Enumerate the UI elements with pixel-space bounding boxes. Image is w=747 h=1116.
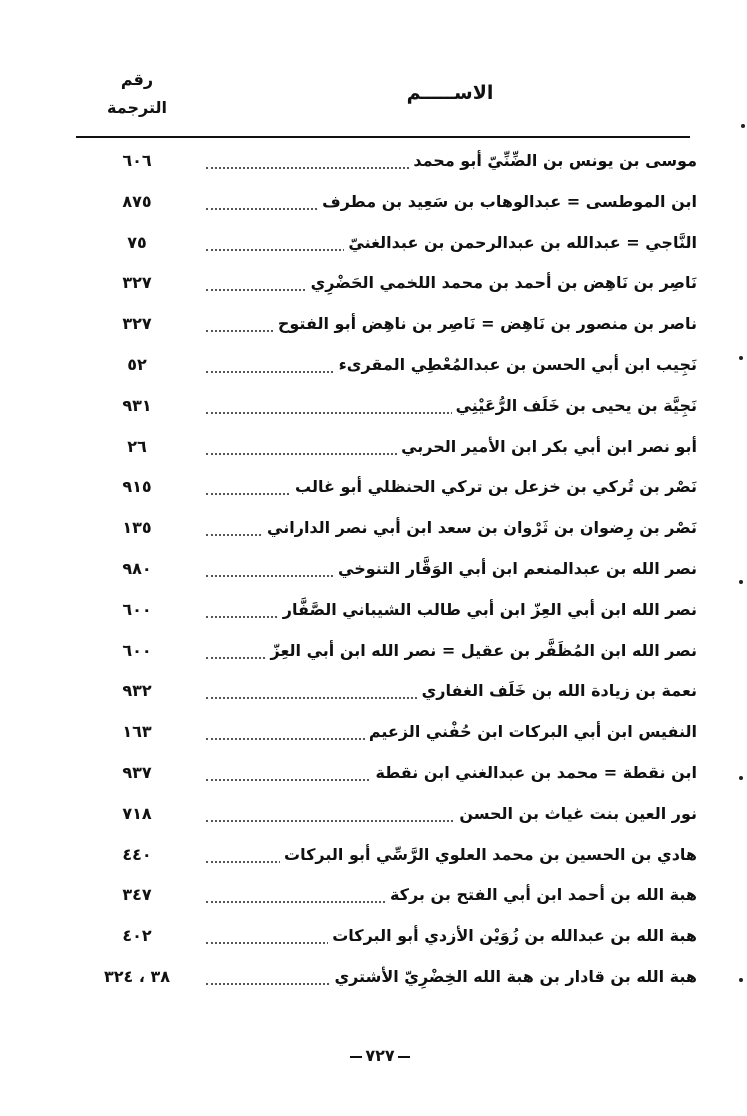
index-entry [0, 143, 747, 183]
index-entry [0, 714, 747, 754]
page-number: ٧٢٧ [365, 1046, 395, 1065]
entry-name: نصر الله ابن المُظَفَّر بن عقيل = نصر الله ابن أبي العِزّ [267, 641, 697, 660]
entry-number: ٣٤٧ [122, 885, 152, 905]
margin-mark [739, 356, 743, 360]
margin-mark [739, 978, 743, 982]
margin-mark [741, 124, 745, 128]
entry-number: ٤٠٢ [122, 926, 152, 946]
entry-name: نَجِيَّة بن يحيى بن خَلَف الرُّعَيْنِي [452, 396, 697, 415]
entry-name: هبة الله بن عبدالله بن زُوَيْن الأزدي أبو البركات [328, 926, 697, 945]
entry-name: ناصر بن منصور بن نَاهِض = نَاصِر بن ناهِض أبو الفتوح [274, 314, 697, 333]
index-entry [0, 469, 747, 509]
entry-name: هبة الله بن قادار بن هبة الله الخِضْرِيّ الأشتري [330, 967, 697, 986]
index-entry [0, 306, 747, 346]
entry-number: ١٦٣ [122, 722, 152, 742]
entry-number: ٦٠٠ [122, 599, 152, 619]
entry-name: أبو نصر ابن أبي بكر ابن الأمير الحربي [397, 437, 697, 456]
entry-number: ٤٤٠ [122, 844, 152, 864]
entry-number: ٥٢ [127, 355, 147, 374]
index-entry [0, 918, 747, 958]
entry-number: ١٣٥ [122, 518, 152, 538]
entry-number: ٩٨٠ [122, 559, 152, 578]
footer-dash-left [398, 1056, 410, 1058]
entry-number: ٩١٥ [122, 477, 152, 497]
entry-number: ٧٥ [127, 232, 147, 252]
name-column-label: الاســـــم [406, 82, 494, 104]
number-column-header [82, 66, 192, 122]
page-footer [300, 1046, 460, 1065]
index-entry [0, 673, 747, 713]
index-entry [0, 551, 747, 591]
entry-number: ٣٢٧ [122, 314, 152, 334]
entry-name: النَّاجي = عبدالله بن عبدالرحمن بن عبدالغنيّ [344, 233, 697, 252]
entry-name: هادي بن الحسين بن محمد العلوي الرَّسِّي أبو البركات [280, 845, 697, 864]
entry-number: ٩٣١ [122, 395, 152, 415]
entry-name: نَجِيب ابن أبي الحسن بن عبدالمُعْطِي المقرىء [335, 355, 697, 374]
index-entry [0, 510, 747, 550]
name-column-header [330, 82, 570, 104]
entry-number: ٦٠٦ [122, 151, 152, 170]
margin-mark [739, 580, 743, 584]
index-entry [0, 755, 747, 795]
index-entry [0, 959, 747, 999]
number-header-line2: الترجمة [107, 98, 167, 117]
index-entry [0, 633, 747, 673]
entry-name: نصر الله بن عبدالمنعم ابن أبي الوَقَّار التنوخي [334, 559, 697, 578]
entry-name: نَاصِر بن نَاهِض بن أحمد بن محمد اللخمي الحَضْرِي [307, 273, 697, 292]
index-entry [0, 592, 747, 632]
entry-name: ابن الموطسى = عبدالوهاب بن سَعِيد بن مطرف [318, 192, 697, 211]
number-header-line1: رقم [120, 70, 154, 89]
index-entry [0, 265, 747, 305]
entry-name: هبة الله بن أحمد ابن أبي الفتح بن بركة [386, 885, 697, 904]
entry-number: ٧١٨ [122, 803, 152, 823]
entry-number: ٩٣٢ [122, 681, 152, 701]
index-entry [0, 796, 747, 836]
entry-number: ٨٧٥ [122, 191, 152, 211]
index-entry [0, 184, 747, 224]
entry-name: نصر الله ابن أبي العِزّ ابن أبي طالب الشيباني الصَّفَّار [279, 600, 697, 619]
entry-number: ٣٨ ، ٣٢٤ [103, 967, 171, 986]
entry-number: ٩٣٧ [122, 763, 152, 782]
index-entry [0, 877, 747, 917]
index-entry [0, 388, 747, 428]
index-entry [0, 429, 747, 469]
entry-number: ٣٢٧ [122, 273, 152, 293]
entry-name: نعمة بن زيادة الله بن خَلَف الغفاري [418, 681, 697, 700]
entry-name: ابن نقطة = محمد بن عبدالغني ابن نقطة [371, 763, 697, 782]
footer-dash-right [350, 1056, 362, 1058]
index-entry [0, 347, 747, 387]
entry-name: النفيس ابن أبي البركات ابن حُفْني الزعيم [365, 722, 697, 741]
margin-mark [739, 776, 743, 780]
entry-name: نَصْر بن تُركي بن خزعل بن تركي الحنظلي أبو غالب [291, 477, 697, 496]
entry-name: موسى بن يونس بن الضِّنِّيّ أبو محمد [409, 151, 697, 170]
entry-number: ٦٠٠ [122, 640, 152, 660]
header-divider [76, 136, 690, 138]
index-entry [0, 837, 747, 877]
entry-number: ٢٦ [127, 436, 147, 456]
index-entry [0, 225, 747, 265]
entry-name: نَصْر بن رِضوان بن ثَرْوان بن سعد ابن أبي نصر الداراني [263, 518, 697, 537]
entry-name: نور العين بنت غياث بن الحسن [455, 804, 697, 823]
